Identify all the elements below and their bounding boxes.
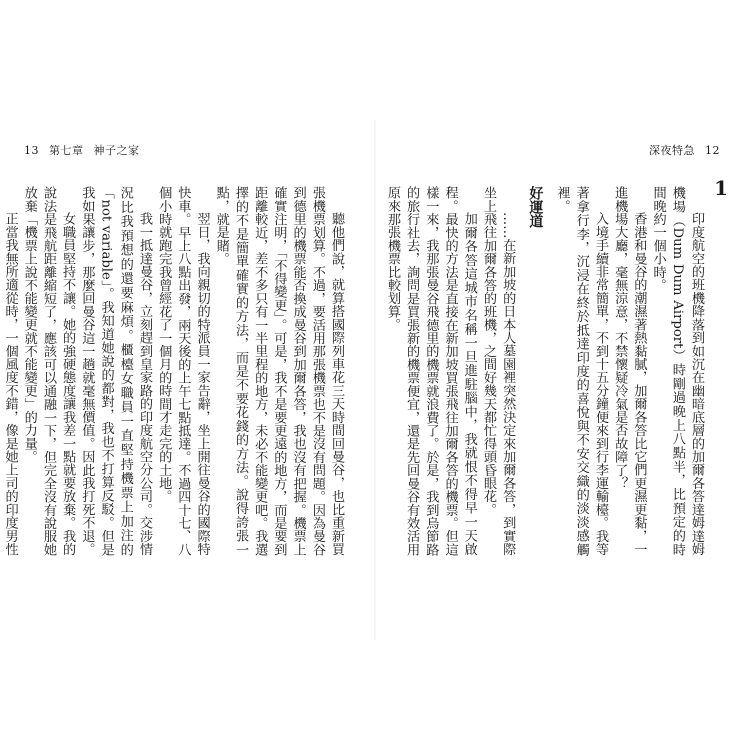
right-page — [375, 0, 750, 750]
paragraph: 印度航空的班機降落到如沉在幽暗底層的加爾各答達姆達姆機場（Dum Dum Airport）時剛過晚上八點半，比預定的時間晚約一個小時。 — [650, 186, 704, 556]
paragraph: 聽他們說，就算搭國際列車花三天時間回曼谷，也比重新買張機票划算。不過，要活用那張機票也不是沒有問題。因為曼谷到德里的機票能否換成曼谷到加爾各答，我也沒有把握。機票上確實注明，「不得變更」。可是，我不是要更遠的地方，而是要到距離較近，差不多只有一半里程的地方，未必不能變更吧。我選擇的不是簡單確實的方法，而是不要花錢的方法。說得誇張一點，就是賭。 — [213, 186, 344, 556]
left-body-text — [2, 186, 346, 556]
left-running-header — [24, 142, 146, 158]
paragraph: 加爾各答這城市名稱一旦進駐腦中，我就恨不得早一天啟程。最快的方法是直接在新加坡買張飛往加爾各答的機票。但這樣一來，我那張曼谷飛德里的機票就浪費了。於是，我到烏節路的旅行社去，詢問是買張新的機票便宜，還是先回曼谷有效活用原來那張機票比較划算。 — [384, 186, 477, 556]
left-section-label: 神子之家 — [93, 144, 140, 157]
chapter-number-mark: 1 — [714, 176, 728, 200]
paragraph: 我一抵達曼谷，立刻趕到皇家路的印度航空分公司。交涉情況比我預想的還要麻煩。櫃檯女職員一直堅持機票上加注的「not variable」。我知道她說的都對，我也不打算反駁。但是我如果讓步，那麼回曼谷這一趟就毫無價值。因此我打死不退。 — [79, 186, 152, 556]
paragraph: ……在新加坡的日本人墓園裡突然決定來加爾各答，到實際坐上飛往加爾各答的班機，之間好幾天都忙得頭昏眼花。 — [480, 186, 516, 556]
right-page-number: 12 — [705, 144, 720, 157]
section-heading: 好運道 — [527, 186, 544, 228]
left-chapter-label: 第七章 — [49, 144, 84, 157]
paragraph: 翌日，我向親切的特派員一家告辭，坐上開往曼谷的國際特快車。早上八點出發，兩天後的上午七點抵達。不過四十七、八個小時就跑完我曾經花了一個月的時間才走完的土地。 — [156, 186, 210, 556]
paragraph: 香港和曼谷的潮濕著熱黏膩，加爾各答比它們更濕更黏，一進機場大廳，毫無涼意，不禁懷疑冷氣是否故障了？ — [612, 186, 647, 556]
running-title: 深夜特急 — [649, 144, 695, 157]
right-running-header — [643, 142, 720, 158]
left-page-number: 13 — [24, 144, 39, 157]
right-body-text — [384, 186, 706, 556]
paragraph: 女職員堅持不讓。她的強硬態度讓我差一點就要放棄。我的說法是飛航距離縮短了，應該可以通融一下，但完全沒有說服她放棄「機票上說不能變更就不能變更」的力量。 — [21, 186, 76, 556]
paragraph: 入境手續非常簡單，不到十五分鐘便來到行李運輸檯。我等著拿行李，沉浸在終於抵達印度的喜悅與不安交織的淡淡感觸裡。 — [554, 186, 608, 556]
paragraph: 正當我無所適從時，一個風度不錯，像是她上司的印度男性 — [2, 212, 18, 556]
